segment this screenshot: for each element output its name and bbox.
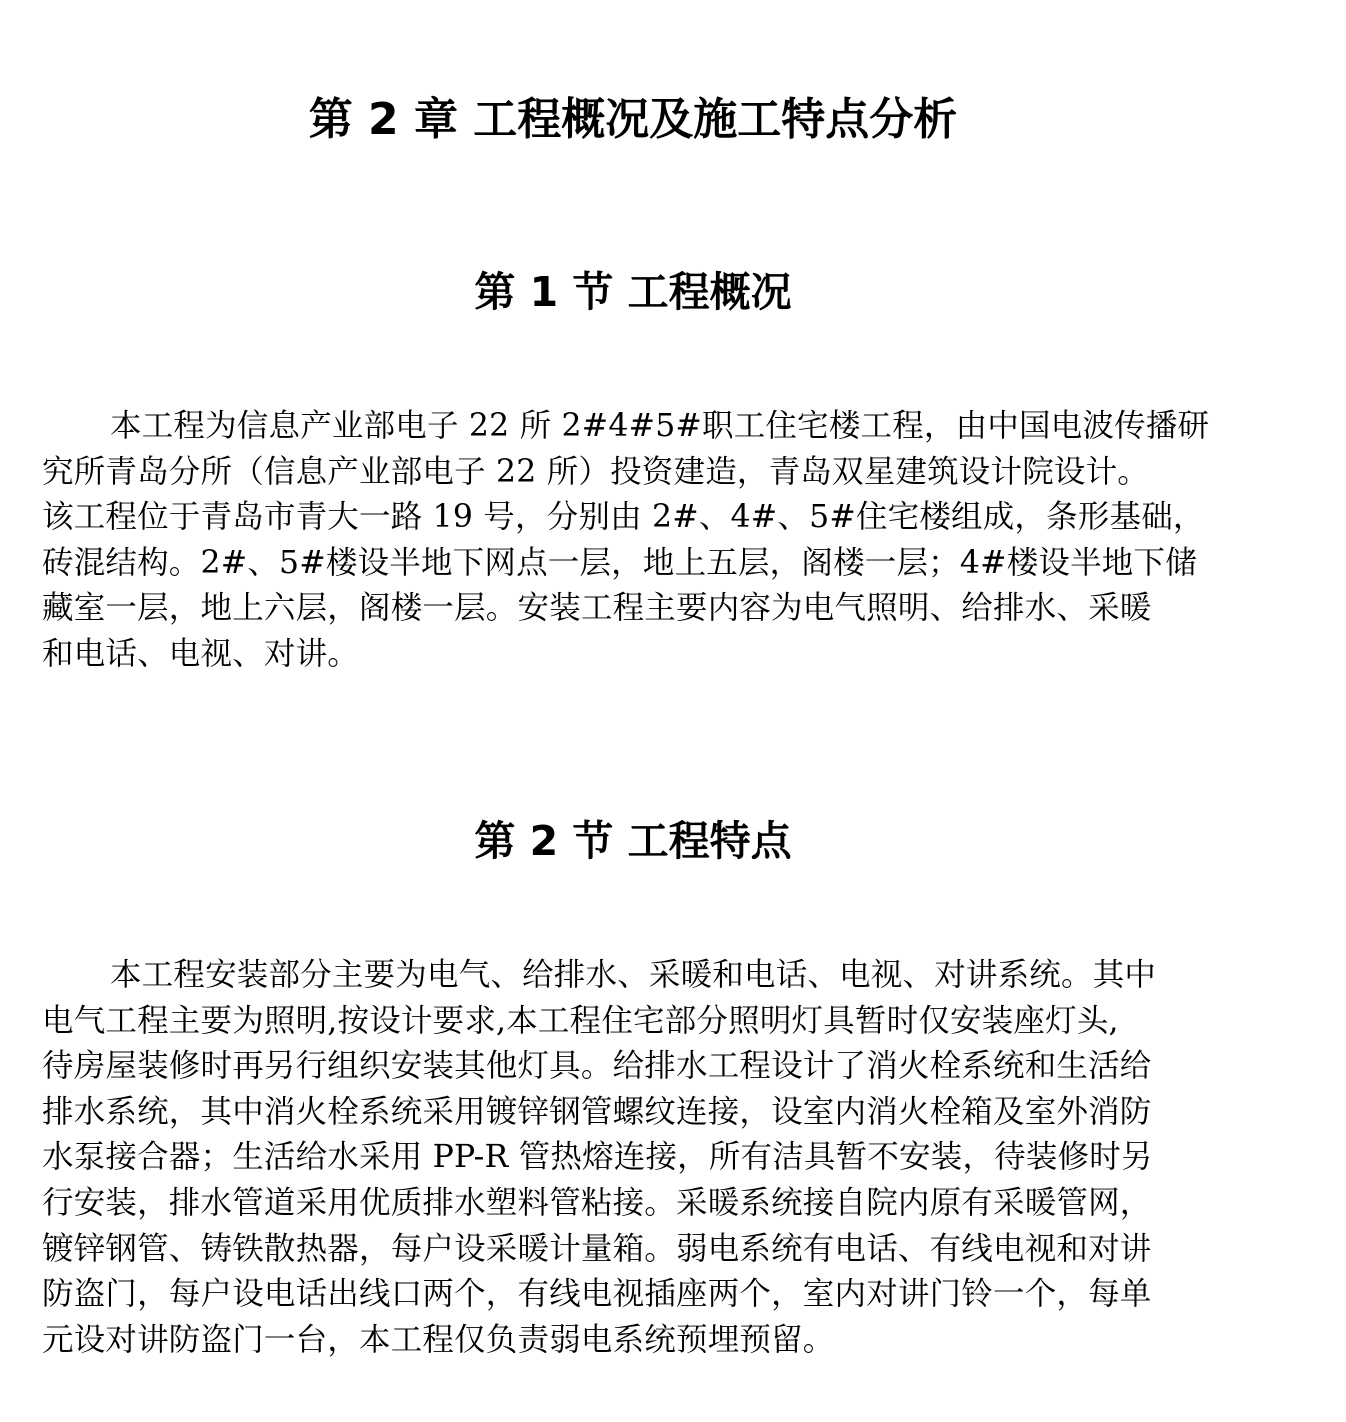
overview-paragraph (42, 404, 1248, 678)
chapter-title: 第 2 章 工程概况及施工特点分析 (308, 94, 958, 145)
paragraph-line: 防盗门，每户设电话出线口两个，有线电视插座两个，室内对讲门铃一个，每单 (42, 1276, 1152, 1313)
paragraph-line: 藏室一层，地上六层，阁楼一层。安装工程主要内容为电气照明、给排水、采暖 (42, 590, 1152, 627)
paragraph-line: 和电话、电视、对讲。 (42, 635, 360, 672)
paragraph-line: 砖混结构。2#、5#楼设半地下网点一层，地上五层，阁楼一层；4#楼设半地下储 (42, 544, 1197, 581)
paragraph-line: 元设对讲防盗门一台，本工程仅负责弱电系统预埋预留。 (42, 1321, 835, 1358)
paragraph-line: 究所青岛分所（信息产业部电子 22 所）投资建造，青岛双星建筑设计院设计。 (42, 453, 1150, 490)
paragraph-line: 镀锌钢管、铸铁散热器，每户设采暖计量箱。弱电系统有电话、有线电视和对讲 (42, 1230, 1152, 1267)
paragraph-line: 本工程安装部分主要为电气、给排水、采暖和电话、电视、对讲系统。其中 (110, 957, 1157, 993)
features-paragraph (42, 953, 1248, 1363)
paragraph-line: 行安装，排水管道采用优质排水塑料管粘接。采暖系统接自院内原有采暖管网， (42, 1184, 1152, 1221)
paragraph-line: 该工程位于青岛市青大一路 19 号，分别由 2#、4#、5#住宅楼组成，条形基础， (42, 499, 1205, 536)
section-title-overview: 第 1 节 工程概况 (474, 268, 792, 316)
paragraph-line: 本工程为信息产业部电子 22 所 2#4#5#职工住宅楼工程，由中国电波传播研 (110, 408, 1210, 444)
paragraph-line: 电气工程主要为照明,按设计要求,本工程住宅部分照明灯具暂时仅安装座灯头, (42, 1002, 1119, 1039)
paragraph-line: 水泵接合器；生活给水采用 PP-R 管热熔连接，所有洁具暂不安装，待装修时另 (42, 1139, 1153, 1176)
paragraph-line: 待房屋装修时再另行组织安装其他灯具。给排水工程设计了消火栓系统和生活给 (42, 1048, 1152, 1085)
section-title-features: 第 2 节 工程特点 (474, 817, 792, 865)
paragraph-line: 排水系统，其中消火栓系统采用镀锌钢管螺纹连接，设室内消火栓箱及室外消防 (42, 1093, 1152, 1130)
